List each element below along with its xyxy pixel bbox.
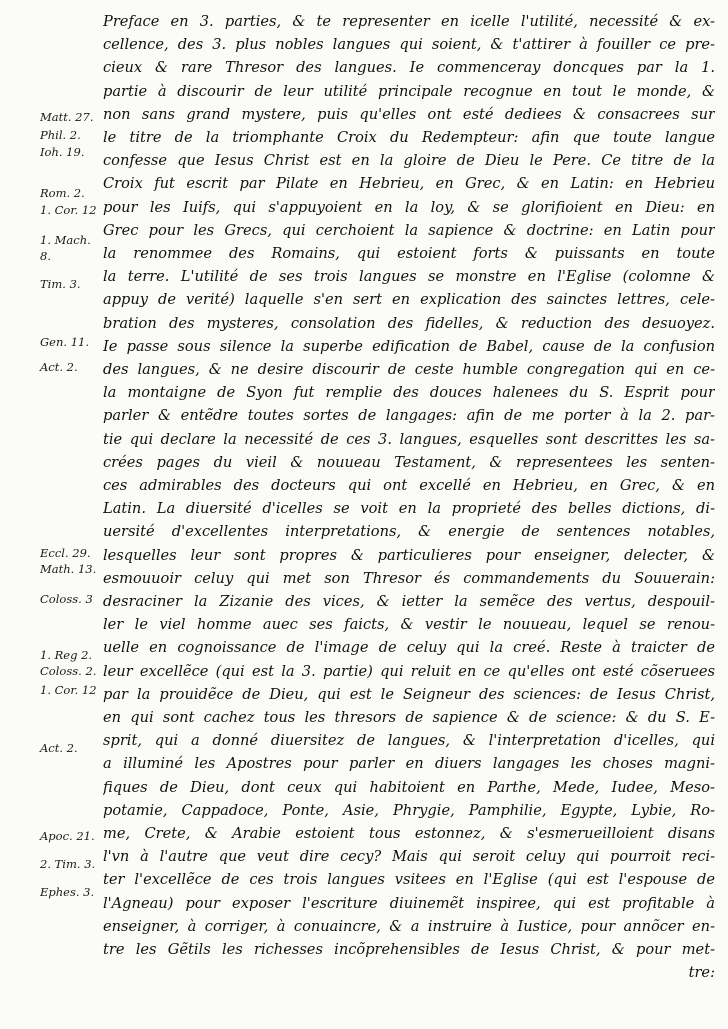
text-line: ter l'excellẽce de ces trois langues vsitees en l'Eglise (qui est l'espouse de bbox=[103, 871, 715, 889]
text-line: appuy de verité) laquelle s'en sert en explication des sainctes lettres, cele- bbox=[103, 291, 715, 309]
margin-reference: 8. bbox=[40, 248, 51, 263]
margin-reference: Gen. 11. bbox=[40, 334, 89, 349]
text-line: non sans grand mystere, puis qu'elles ont esté dediees & consacrees sur bbox=[103, 105, 715, 123]
text-line: fiques de Dieu, dont ceux qui habitoient en Parthe, Mede, Iudee, Meso- bbox=[103, 778, 715, 796]
text-line: crées pages du vieil & nouueau Testament, & representees les senten- bbox=[103, 453, 715, 471]
margin-reference: 1. Cor. 12 bbox=[40, 682, 97, 697]
margin-reference: Act. 2. bbox=[40, 740, 78, 755]
text-line: Croix fut escrit par Pilate en Hebrieu, en Grec, & en Latin: en Hebrieu bbox=[103, 175, 715, 193]
text-line: ler le viel homme auec ses faicts, & vestir le nouueau, lequel se renou- bbox=[103, 616, 715, 634]
text-line: esmouuoir celuy qui met son Thresor és commandements du Souuerain: bbox=[103, 569, 715, 587]
margin-reference: 1. Cor. 12 bbox=[40, 202, 97, 217]
text-line: l'vn à l'autre que veut dire cecy? Mais qui seroit celuy qui pourroit reci- bbox=[103, 848, 715, 866]
margin-reference: Math. 13. bbox=[40, 562, 97, 577]
text-line: me, Crete, & Arabie estoient tous estonnez, & s'esmerueilloient disans bbox=[103, 825, 715, 842]
text-line: la terre. L'utilité de ses trois langues se monstre en l'Eglise (colomne & bbox=[103, 268, 715, 286]
margin-reference: 2. Tim. 3. bbox=[40, 856, 96, 871]
margin-reference: Ioh. 19. bbox=[40, 144, 85, 159]
text-line: desraciner la Zizanie des vices, & ietter la semẽce des vertus, despouil- bbox=[103, 593, 715, 610]
text-line: uersité d'excellentes interpretations, & energie de sentences notables, bbox=[103, 523, 715, 541]
margin-reference: Act. 2. bbox=[40, 360, 78, 375]
text-line: l'Agneau) pour exposer l'escriture diuinemẽt inspiree, qui est profitable à bbox=[103, 894, 715, 912]
text-line: pour les Iuifs, qui s'appuyoient en la loy, & se glorifioient en Dieu: en bbox=[103, 198, 715, 216]
text-line: le titre de la triomphante Croix du Redempteur: afin que toute langue bbox=[103, 129, 715, 146]
margin-reference: Ephes. 3. bbox=[40, 884, 95, 899]
margin-reference: Tim. 3. bbox=[40, 276, 81, 291]
text-line: uelle en cognoissance de l'image de celuy qui la creé. Reste à traicter de bbox=[103, 639, 715, 657]
text-line: potamie, Cappadoce, Ponte, Asie, Phrygie, Pamphilie, Egypte, Lybie, Ro- bbox=[103, 801, 715, 819]
text-line: partie à discourir de leur utilité principale recognue en tout le monde, & bbox=[103, 82, 715, 100]
margin-reference: Coloss. 2. bbox=[40, 664, 97, 679]
text-line: a illuminé les Apostres pour parler en diuers langages les choses magni- bbox=[103, 755, 715, 773]
margin-reference: Apoc. 21. bbox=[40, 828, 95, 843]
text-line: la renommee des Romains, qui estoient forts & puissants en toute bbox=[103, 245, 715, 262]
text-line: parler & entẽdre toutes sortes de langages: afin de me porter à la 2. par- bbox=[103, 407, 715, 425]
text-line: tie qui declare la necessité de ces 3. langues, esquelles sont descrittes les sa- bbox=[103, 430, 715, 448]
text-line: cieux & rare Thresor des langues. Ie commenceray doncques par la 1. bbox=[103, 59, 715, 77]
text-line: confesse que Iesus Christ est en la gloire de Dieu le Pere. Ce titre de la bbox=[103, 152, 715, 170]
text-line: la montaigne de Syon fut remplie des douces halenees du S. Esprit pour bbox=[103, 384, 715, 402]
text-line: tre les Gẽtils les richesses incõprehensibles de Iesus Christ, & pour met- bbox=[103, 941, 715, 958]
margin-reference: Rom. 2. bbox=[40, 186, 85, 201]
margin-reference: Eccl. 29. bbox=[40, 545, 91, 560]
text-line: par la prouidẽce de Dieu, qui est le Seigneur des sciences: de Iesus Christ, bbox=[103, 685, 715, 703]
text-line: Preface en 3. parties, & te representer en icelle l'utilité, necessité & ex- bbox=[103, 13, 715, 30]
text-line: tre: bbox=[688, 964, 715, 982]
text-line: leur excellẽce (qui est la 3. partie) qui reluit en ce qu'elles ont esté cõseruees bbox=[103, 662, 715, 680]
margin-reference: 1. Reg 2. bbox=[40, 647, 93, 662]
text-line: en qui sont cachez tous les thresors de sapience & de science: & du S. E- bbox=[103, 709, 715, 726]
margin-reference: 1. Mach. bbox=[40, 232, 91, 247]
text-line: des langues, & ne desire discourir de ceste humble congregation qui en ce- bbox=[103, 361, 715, 378]
margin-references bbox=[0, 0, 100, 1029]
margin-reference: Phil. 2. bbox=[40, 128, 81, 143]
text-line: cellence, des 3. plus nobles langues qui soient, & t'attirer à fouiller ce pre- bbox=[103, 36, 715, 54]
text-line: Grec pour les Grecs, qui cerchoient la sapience & doctrine: en Latin pour bbox=[103, 221, 715, 239]
text-line: Latin. La diuersité d'icelles se voit en la proprieté des belles dictions, di- bbox=[103, 500, 715, 518]
text-line: sprit, qui a donné diuersitez de langues, & l'interpretation d'icelles, qui bbox=[103, 732, 715, 750]
margin-reference: Matt. 27. bbox=[40, 109, 94, 124]
text-line: Ie passe sous silence la superbe edification de Babel, cause de la confusion bbox=[103, 337, 715, 355]
margin-reference: Coloss. 3 bbox=[40, 592, 93, 607]
text-line: lesquelles leur sont propres & particulieres pour enseigner, delecter, & bbox=[103, 546, 715, 564]
text-line: bration des mysteres, consolation des fidelles, & reduction des desuoyez. bbox=[103, 314, 715, 332]
text-line: enseigner, à corriger, à conuaincre, & a instruire à Iustice, pour annõcer en- bbox=[103, 917, 715, 935]
text-line: ces admirables des docteurs qui ont excellé en Hebrieu, en Grec, & en bbox=[103, 477, 715, 494]
